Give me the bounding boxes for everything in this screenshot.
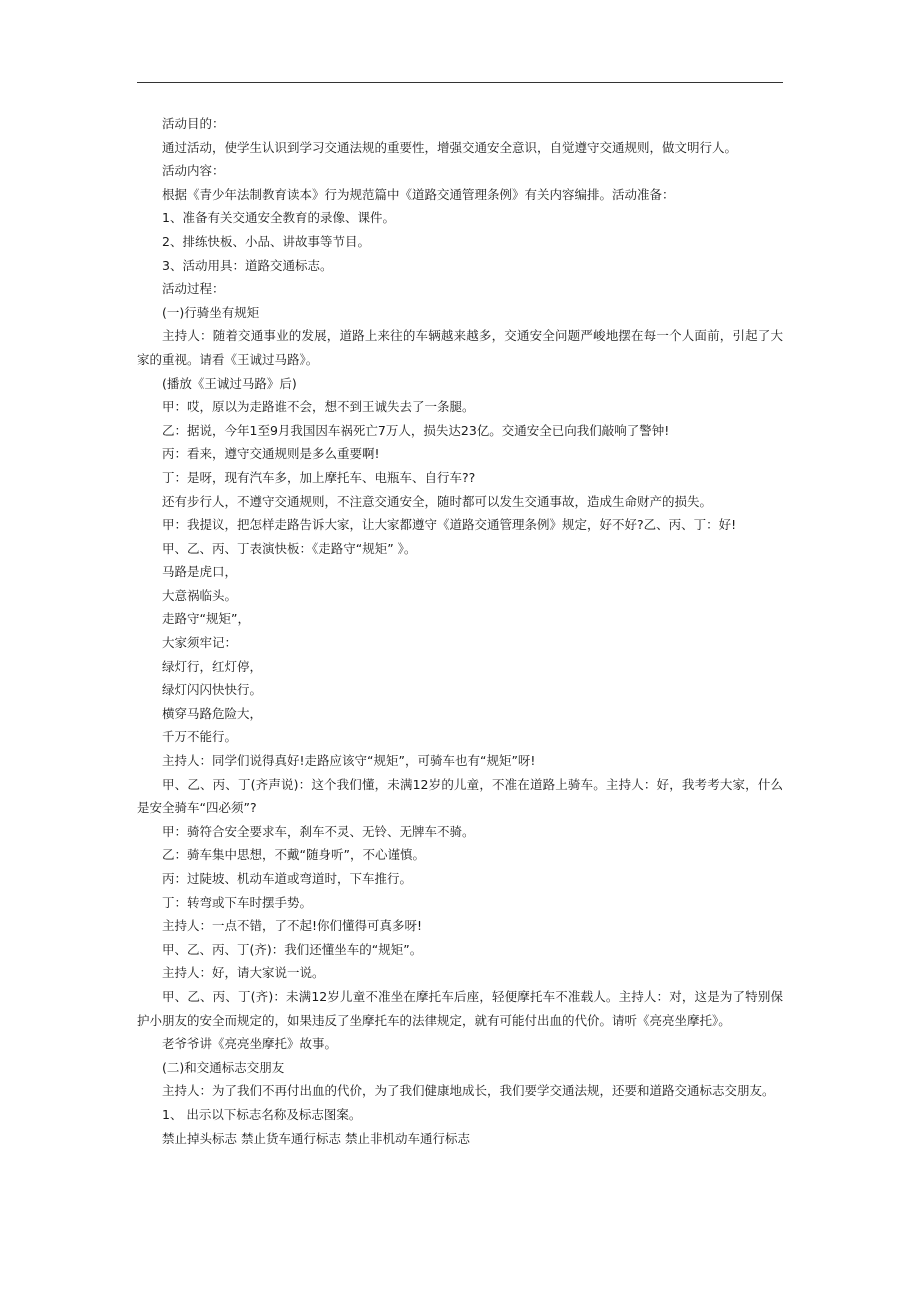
paragraph: 甲、乙、丙、丁(齐)：我们还懂坐车的“规矩”。 [162, 941, 423, 957]
paragraph: 禁止掉头标志 禁止货车通行标志 禁止非机动车通行标志 [162, 1130, 470, 1146]
paragraph: 活动目的： [162, 116, 225, 131]
paragraph: 1、 出示以下标志名称及标志图案。 [162, 1106, 362, 1122]
paragraph: 乙：据说，今年1至9月我国因车祸死亡7万人，损失达23亿。交通安全已向我们敲响了警钟! [162, 422, 670, 438]
paragraph: 走路守“规矩”， [162, 611, 250, 627]
paragraph: 千万不能行。 [162, 729, 238, 745]
paragraph: 根据《青少年法制教育读本》行为规范篇中《道路交通管理条例》有关内容编排。活动准备： [162, 186, 675, 202]
paragraph: 老爷爷讲《亮亮坐摩托》故事。 [162, 1036, 338, 1052]
paragraph: 主持人：一点不错，了不起!你们懂得可真多呀! [162, 918, 423, 934]
paragraph: 甲、乙、丙、丁表演快板：《走路守“规矩” 》。 [162, 540, 417, 556]
paragraph: 1、准备有关交通安全教育的录像、课件。 [162, 210, 395, 226]
paragraph: 主持人：随着交通事业的发展，道路上来往的车辆越来越多，交通安全问题严峻地摆在每一个人面前，引起了大家的重视。请看《王诚过马路》。 [137, 328, 783, 367]
paragraph: 马路是虎口， [162, 564, 238, 580]
paragraph: 大家须牢记： [162, 635, 238, 651]
paragraph: 3、活动用具：道路交通标志。 [162, 257, 333, 273]
paragraph: (播放《王诚过马路》后) [162, 375, 297, 391]
paragraph: 活动内容： [162, 163, 225, 179]
paragraph: (一)行骑坐有规矩 [162, 304, 260, 320]
paragraph: 甲：我提议，把怎样走路告诉大家，让大家都遵守《道路交通管理条例》规定，好不好?乙、丙、丁：好! [162, 517, 737, 533]
paragraph: 还有步行人，不遵守交通规则，不注意交通安全，随时都可以发生交通事故，造成生命财产的损失。 [162, 493, 713, 509]
paragraph: 乙：骑车集中思想，不戴“随身听”，不心谨慎。 [162, 847, 425, 863]
document-body [137, 112, 783, 1150]
paragraph: 丁：是呀，现有汽车多，加上摩托车、电瓶车、自行车?? [162, 469, 476, 485]
paragraph: 主持人：为了我们不再付出血的代价，为了我们健康地成长，我们要学交通法规，还要和道路交通标志交朋友。 [162, 1083, 775, 1099]
paragraph: 主持人：好，请大家说一说。 [162, 965, 325, 981]
paragraph: 甲：骑符合安全要求车，刹车不灵、无铃、无牌车不骑。 [162, 823, 475, 839]
paragraph: 甲、乙、丙、丁(齐)：未满12岁儿童不准坐在摩托车后座，轻便摩托车不准载人。主持人：对，这是为了特别保护小朋友的安全而规定的，如果违反了坐摩托车的法律规定，就有可能付出血的代价。请听《亮亮坐摩托》。 [137, 988, 783, 1028]
paragraph: 甲：哎，原以为走路谁不会，想不到王诚失去了一条腿。 [162, 399, 475, 415]
paragraph: 主持人：同学们说得真好!走路应该守“规矩”，可骑车也有“规矩”呀! [162, 753, 536, 769]
paragraph: 大意祸临头。 [162, 587, 238, 603]
paragraph: 丁：转弯或下车时摆手势。 [162, 894, 313, 910]
header-rule [137, 82, 783, 83]
paragraph: 绿灯行，红灯停， [162, 658, 263, 674]
paragraph: 绿灯闪闪快快行。 [162, 682, 263, 698]
paragraph: 横穿马路危险大， [162, 705, 263, 721]
paragraph: 活动过程： [162, 281, 225, 297]
paragraph: 通过活动，使学生认识到学习交通法规的重要性，增强交通安全意识，自觉遵守交通规则，做文明行人。 [162, 139, 738, 155]
paragraph: 丙：过陡坡、机动车道或弯道时，下车推行。 [162, 871, 413, 886]
paragraph: (二)和交通标志交朋友 [162, 1059, 285, 1075]
paragraph: 甲、乙、丙、丁(齐声说)：这个我们懂，未满12岁的儿童，不准在道路上骑车。主持人：好，我考考大家，什么是安全骑车“四必须”? [137, 776, 783, 816]
paragraph: 丙：看来，遵守交通规则是多么重要啊! [162, 446, 380, 462]
paragraph: 2、排练快板、小品、讲故事等节目。 [162, 233, 370, 249]
